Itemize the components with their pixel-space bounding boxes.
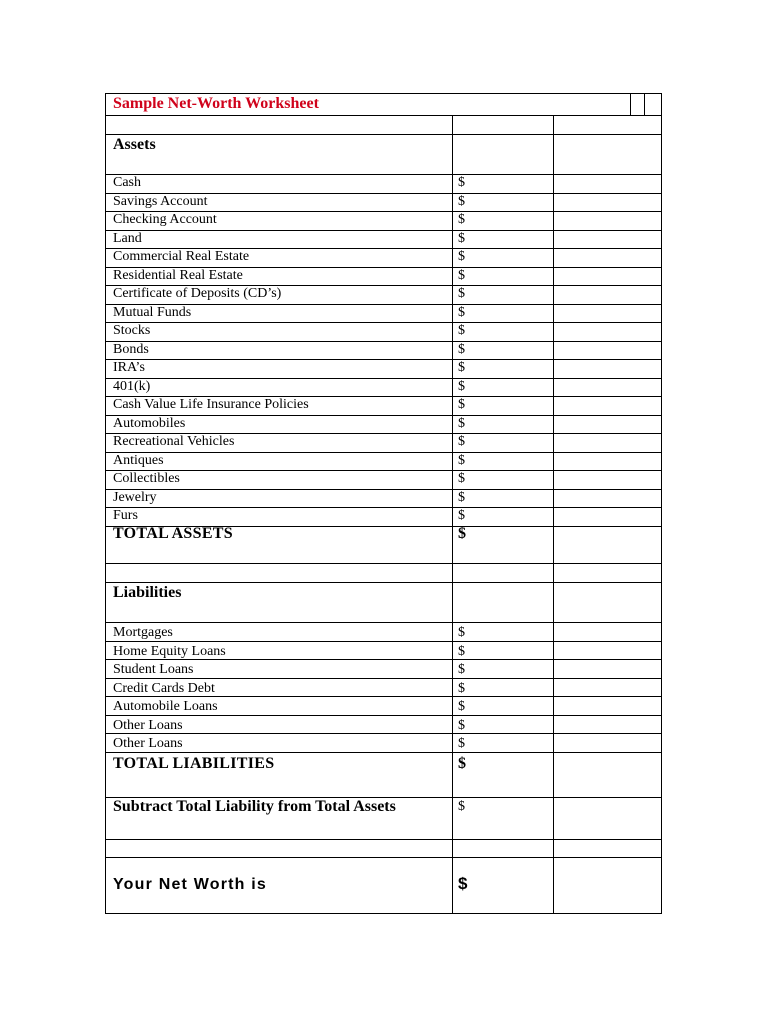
row-divider [106,359,661,360]
asset-item-value: $ [458,305,465,320]
row-divider [106,622,661,623]
row-divider [106,134,661,135]
asset-item-value: $ [458,342,465,357]
row-divider [106,582,661,583]
asset-item-label: 401(k) [113,379,151,394]
row-divider [106,174,661,175]
asset-item-value: $ [458,379,465,394]
row-divider [106,507,661,508]
asset-item-value: $ [458,434,465,449]
asset-item-value: $ [458,323,465,338]
asset-item-label: Antiques [113,453,164,468]
row-divider [106,752,661,753]
asset-item-label: Bonds [113,342,149,357]
total-assets-label: TOTAL ASSETS [113,525,233,542]
asset-item-label: Commercial Real Estate [113,249,250,264]
asset-item-label: Collectibles [113,471,180,486]
row-divider [106,322,661,323]
liabilities-heading: Liabilities [113,584,182,601]
asset-item-label: Cash [113,175,141,190]
liability-item-value: $ [458,644,465,659]
asset-item-value: $ [458,231,465,246]
asset-item-value: $ [458,360,465,375]
row-divider [106,641,661,642]
row-divider [106,378,661,379]
asset-item-label: Land [113,231,142,246]
total-liabilities-label: TOTAL LIABILITIES [113,755,275,772]
asset-item-label: Checking Account [113,212,217,227]
net-worth-worksheet-table [105,93,662,914]
asset-item-value: $ [458,397,465,412]
asset-item-label: Savings Account [113,194,208,209]
asset-item-value: $ [458,212,465,227]
row-divider [106,452,661,453]
worksheet-title: Sample Net-Worth Worksheet [113,95,319,112]
column-divider [452,115,453,913]
asset-item-value: $ [458,508,465,523]
liability-item-label: Automobile Loans [113,699,218,714]
total-liabilities-value: $ [458,755,466,772]
asset-item-value: $ [458,416,465,431]
asset-item-label: Stocks [113,323,151,338]
row-divider [106,341,661,342]
net-worth-value: $ [458,874,468,893]
asset-item-label: Automobiles [113,416,186,431]
liability-item-value: $ [458,736,465,751]
liability-item-label: Other Loans [113,718,183,733]
row-divider [106,839,661,840]
asset-item-label: Mutual Funds [113,305,192,320]
net-worth-label: Your Net Worth is [113,876,268,893]
liability-item-value: $ [458,699,465,714]
liability-item-label: Home Equity Loans [113,644,226,659]
row-divider [106,230,661,231]
row-divider [106,115,661,116]
liability-item-label: Other Loans [113,736,183,751]
asset-item-value: $ [458,286,465,301]
row-divider [106,415,661,416]
liability-item-value: $ [458,662,465,677]
asset-item-value: $ [458,490,465,505]
asset-item-label: Cash Value Life Insurance Policies [113,397,309,412]
row-divider [106,470,661,471]
asset-item-value: $ [458,268,465,283]
asset-item-label: Recreational Vehicles [113,434,235,449]
liability-item-value: $ [458,625,465,640]
title-row-box [630,94,644,115]
liability-item-label: Credit Cards Debt [113,681,215,696]
title-row-box [644,94,658,115]
asset-item-value: $ [458,471,465,486]
asset-item-label: Jewelry [113,490,157,505]
asset-item-value: $ [458,194,465,209]
asset-item-label: IRA’s [113,360,145,375]
subtract-label: Subtract Total Liability from Total Assets [113,798,396,815]
row-divider [106,563,661,564]
liability-item-label: Mortgages [113,625,173,640]
liability-item-value: $ [458,718,465,733]
asset-item-label: Certificate of Deposits (CD’s) [113,286,282,301]
row-divider [106,489,661,490]
liability-item-label: Student Loans [113,662,194,677]
column-divider [553,115,554,913]
asset-item-label: Residential Real Estate [113,268,243,283]
total-assets-value: $ [458,525,466,542]
asset-item-label: Furs [113,508,138,523]
liability-item-value: $ [458,681,465,696]
asset-item-value: $ [458,453,465,468]
row-divider [106,857,661,858]
row-divider [106,733,661,734]
asset-item-value: $ [458,175,465,190]
assets-heading: Assets [113,136,156,153]
subtract-value: $ [458,799,465,814]
asset-item-value: $ [458,249,465,264]
